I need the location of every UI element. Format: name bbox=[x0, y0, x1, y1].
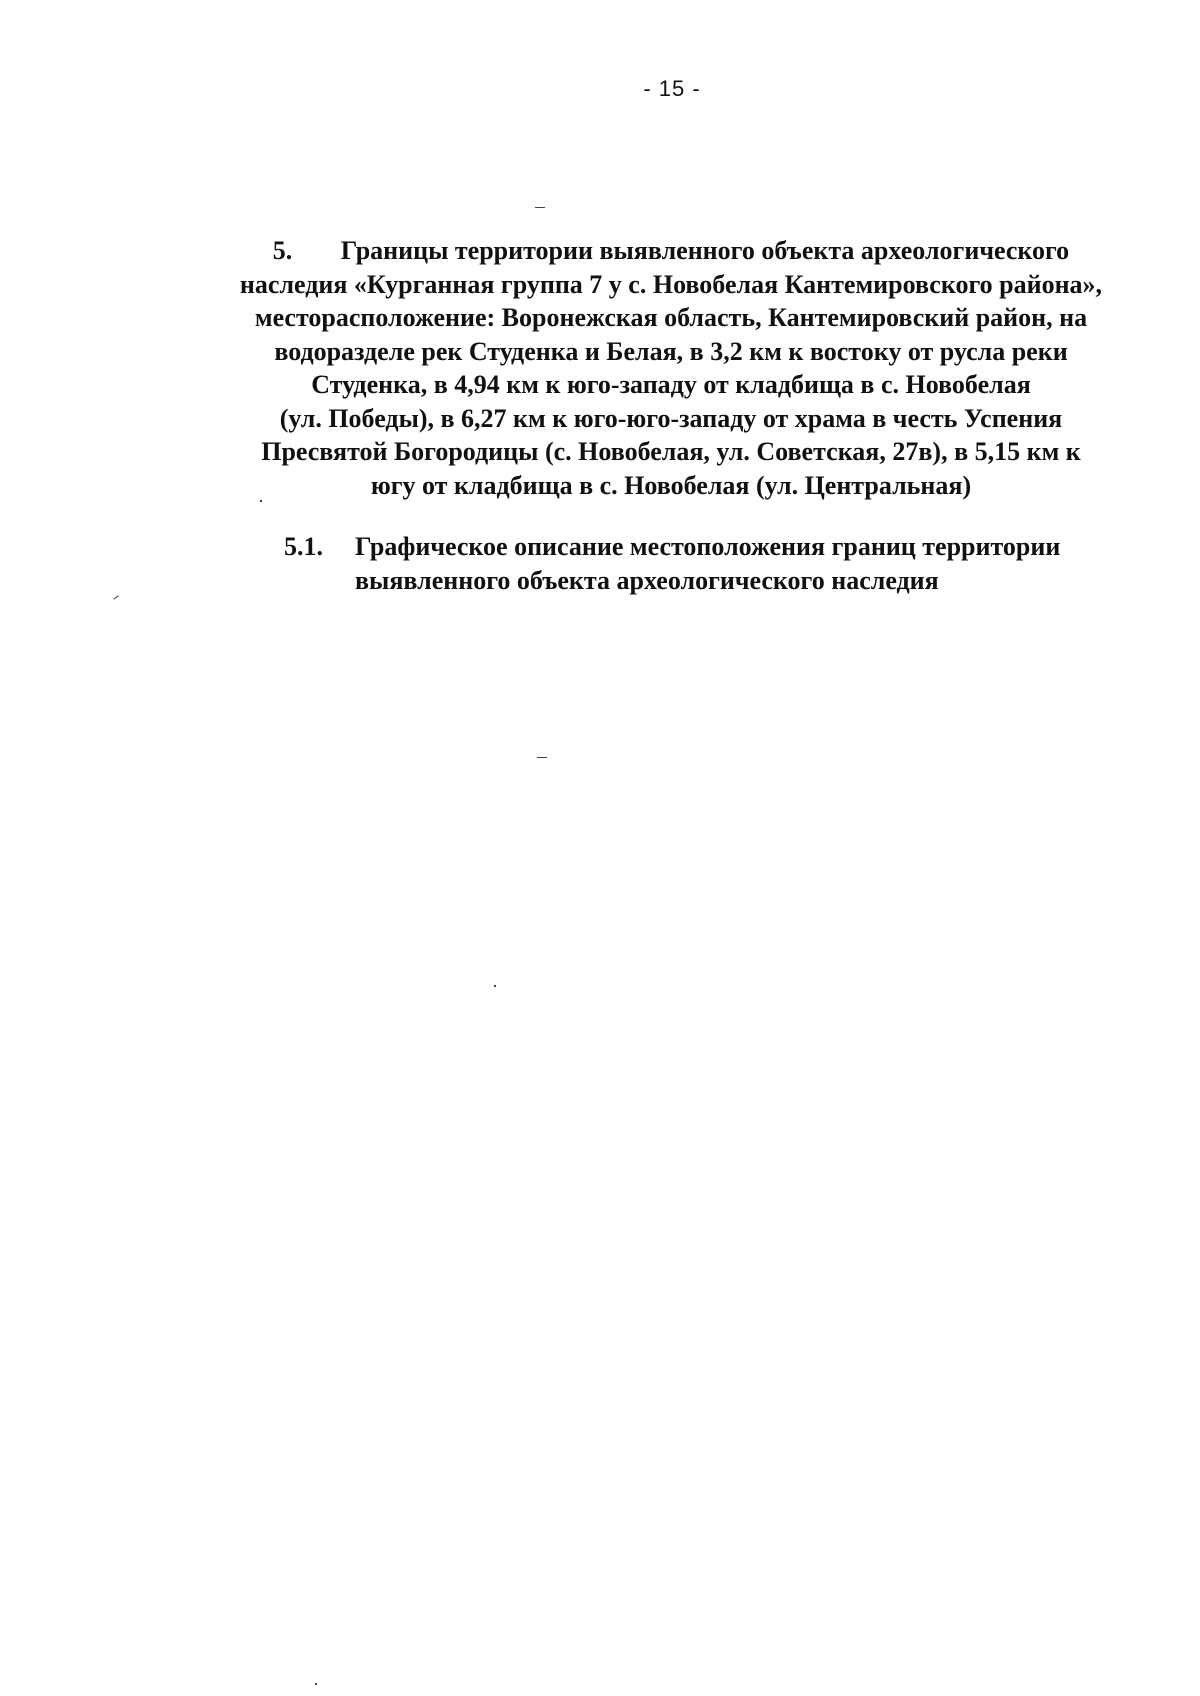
scan-speck bbox=[113, 595, 118, 599]
section-line: наследия «Курганная группа 7 у с. Новобелая Кантемировского района», bbox=[239, 269, 1103, 299]
section-number: 5. bbox=[272, 236, 293, 265]
section-line: Пресвятой Богородицы (с. Новобелая, ул. Советская, 27в), в 5,15 км к bbox=[261, 437, 1081, 466]
subsection-line bbox=[284, 530, 1154, 564]
section-line-text: Границы территории выявленного объекта археологического bbox=[340, 236, 1070, 265]
section-line: водоразделе рек Студенка и Белая, в 3,2 км к востоку от русла реки bbox=[274, 336, 1068, 366]
subsection-line: выявленного объекта археологического наследия bbox=[355, 565, 939, 595]
section-line bbox=[196, 234, 1146, 268]
scan-speck bbox=[494, 985, 496, 987]
page-number: - 15 - bbox=[643, 76, 701, 101]
subsection-number: 5.1. bbox=[284, 532, 323, 561]
scan-speck bbox=[537, 757, 547, 758]
scan-speck bbox=[535, 207, 545, 208]
section-line: Студенка, в 4,94 км к юго-западу от кладбища в с. Новобелая bbox=[311, 370, 1031, 399]
scan-speck bbox=[315, 1683, 317, 1685]
section-5-heading bbox=[196, 234, 1146, 502]
subsection-5-1-heading bbox=[284, 530, 1154, 597]
subsection-line-text: Графическое описание местоположения границ территории bbox=[355, 532, 1061, 561]
scan-speck bbox=[260, 500, 262, 502]
section-line: (ул. Победы), в 6,27 км к юго-юго-западу от храма в честь Успения bbox=[279, 403, 1063, 433]
section-line: югу от кладбища в с. Новобелая (ул. Центральная) bbox=[370, 470, 972, 500]
section-line: месторасположение: Воронежская область, Кантемировский район, на bbox=[254, 303, 1088, 332]
